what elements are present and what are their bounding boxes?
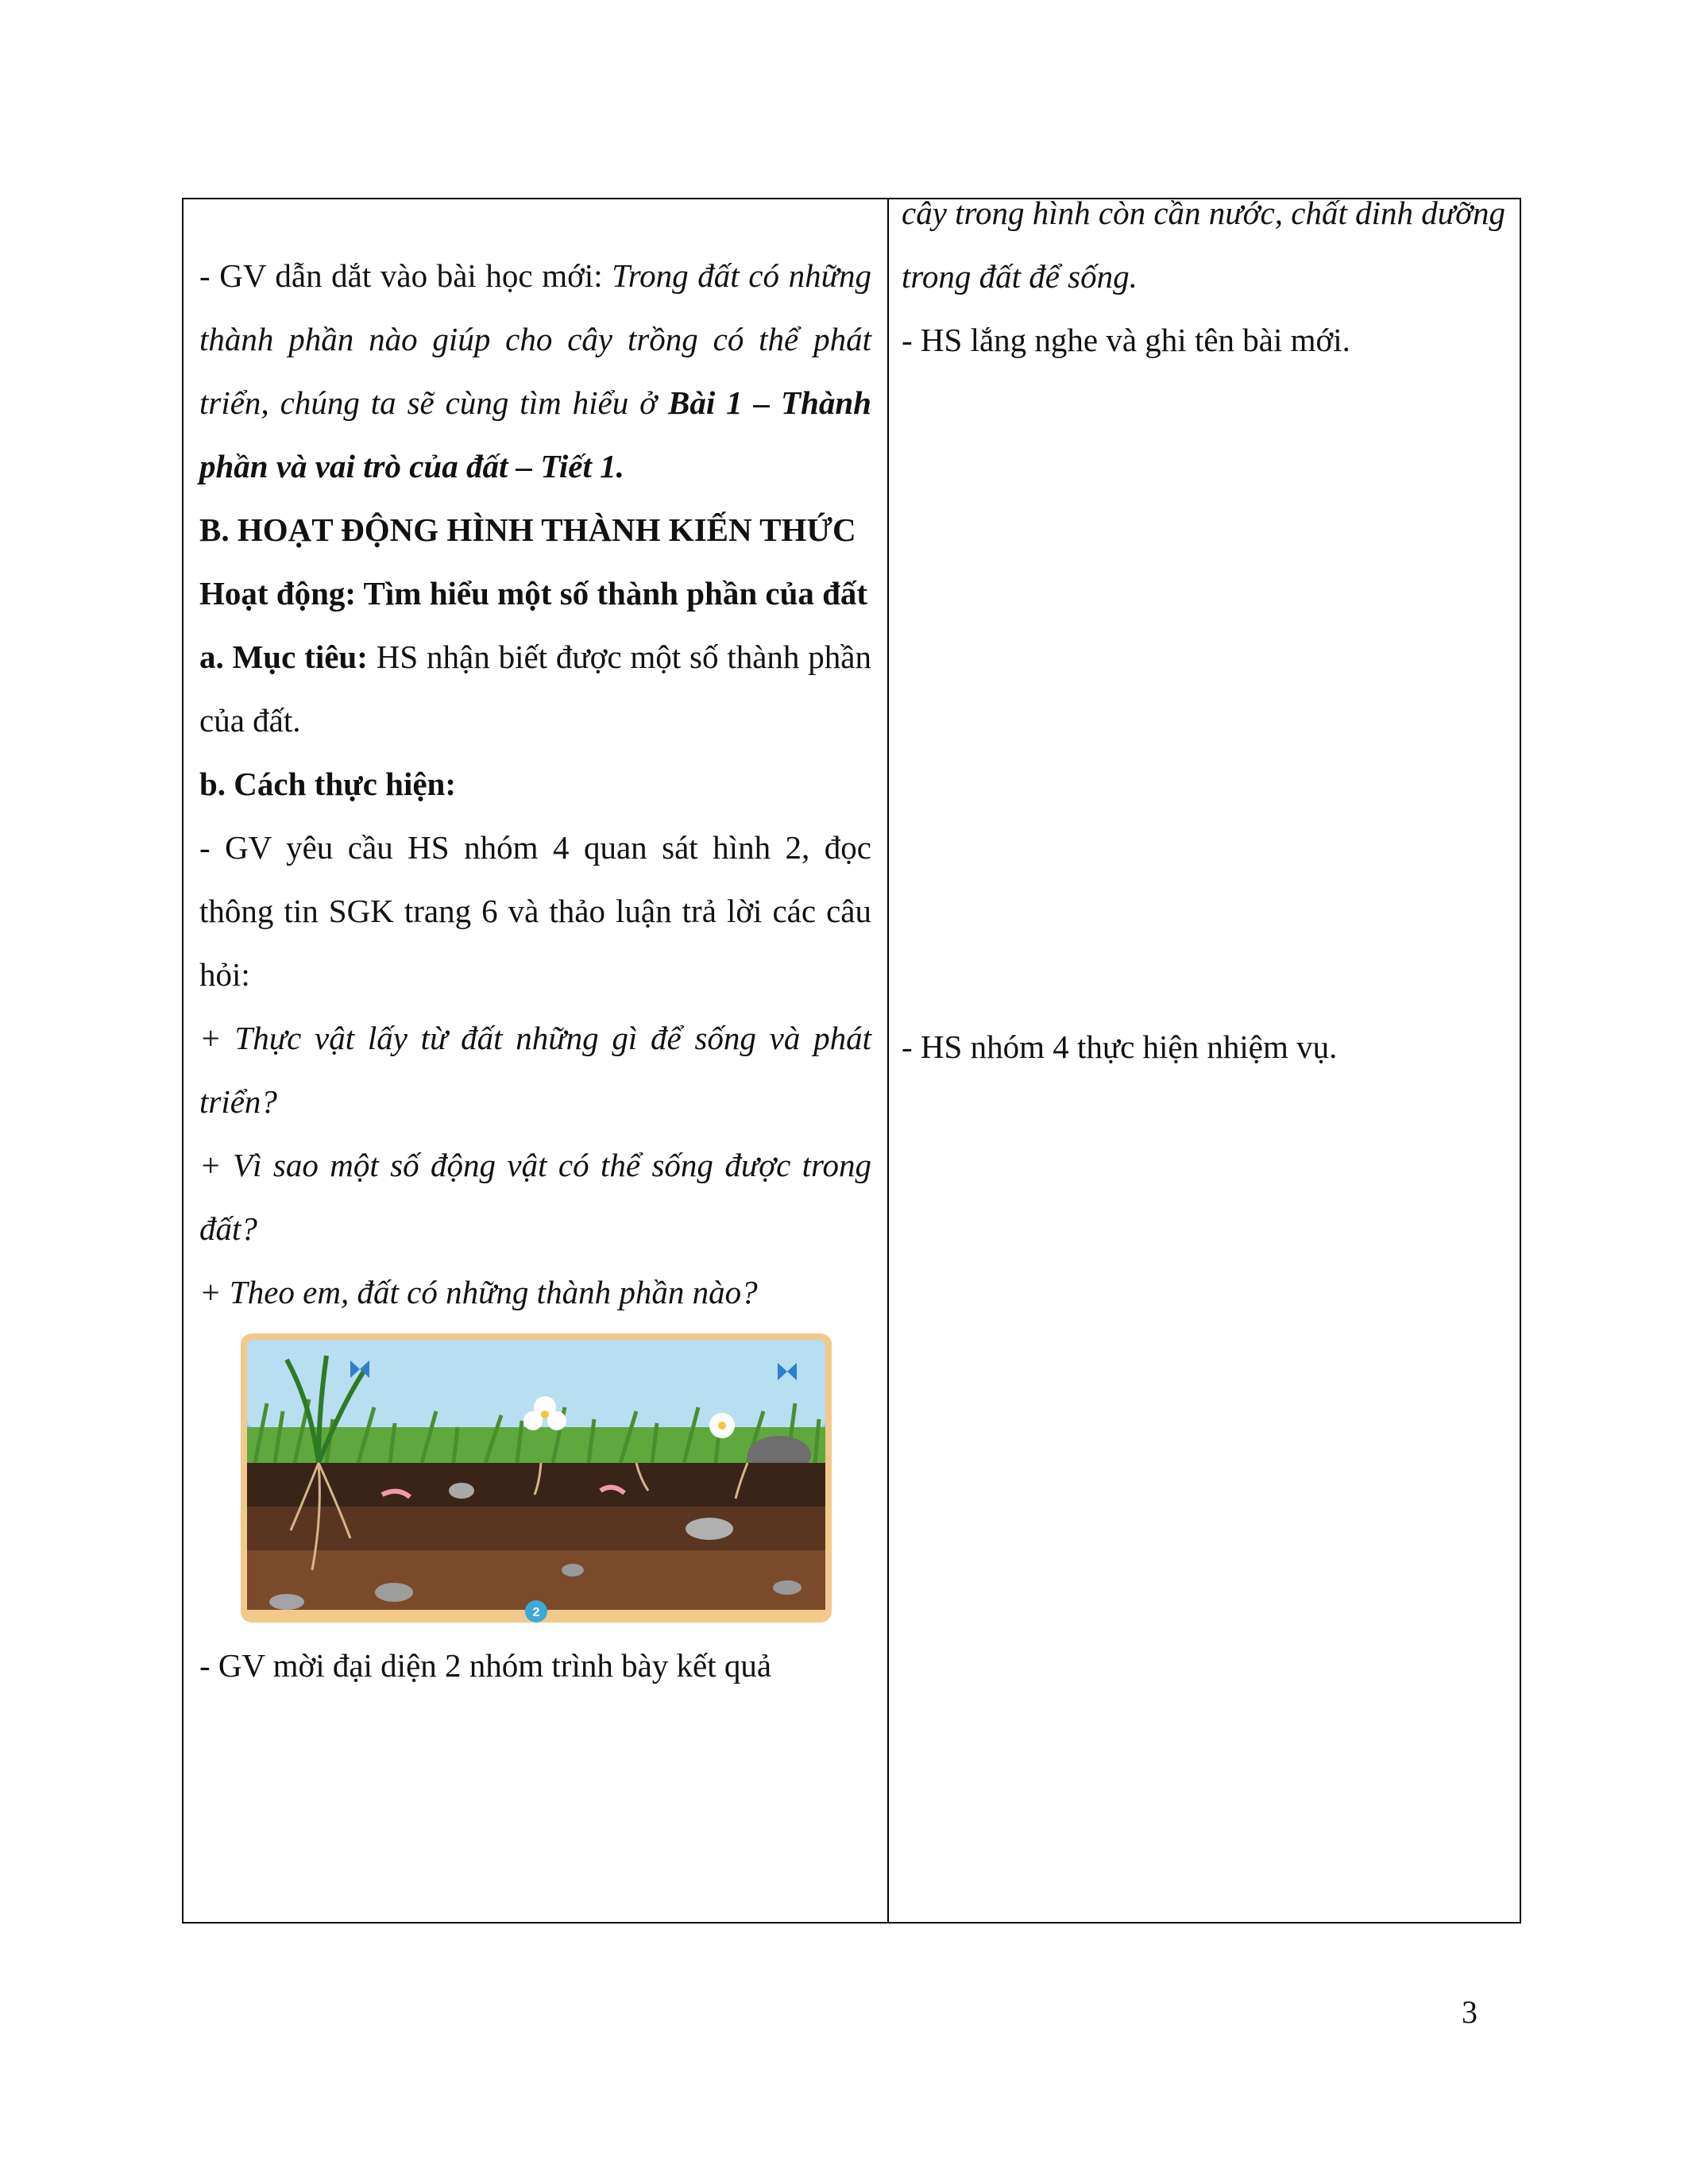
intro-paragraph xyxy=(199,244,871,498)
column-divider xyxy=(887,199,889,1922)
section-heading: B. HOẠT ĐỘNG HÌNH THÀNH KIẾN THỨC xyxy=(199,511,856,548)
objective-text: HS nhận biết được một số thành phần của đất. xyxy=(199,639,871,739)
page-number: 3 xyxy=(1462,1994,1477,2030)
column-spacer xyxy=(902,372,1505,1015)
question-3: + Theo em, đất có những thành phần nào? xyxy=(199,1274,758,1310)
invite-text: - GV mời đại diện 2 nhóm trình bày kết quả xyxy=(199,1647,772,1684)
task-response: - HS nhóm 4 thực hiện nhiệm vụ. xyxy=(902,1028,1338,1065)
activity-title: Hoạt động: Tìm hiểu một số thành phần của đất xyxy=(199,575,868,612)
soil-layers-figure xyxy=(239,1332,833,1624)
lesson-title: Bài 1 – Thành phần và vai trò của đất – Tiết 1. xyxy=(199,384,871,484)
listen-text: - HS lắng nghe và ghi tên bài mới. xyxy=(902,322,1350,358)
method-heading: b. Cách thực hiện: xyxy=(199,766,457,802)
objective-paragraph xyxy=(199,625,871,752)
continued-answer: cây trong hình còn cần nước, chất dinh dưỡng trong đất để sống. xyxy=(902,195,1505,295)
question-1: + Thực vật lấy từ đất những gì để sống và phát triển? xyxy=(199,1020,871,1120)
task-text: - GV yêu cầu HS nhóm 4 quan sát hình 2, đọc thông tin SGK trang 6 và thảo luận trả lời các câu hỏi: xyxy=(199,829,871,993)
intro-prefix: - GV dẫn dắt vào bài học mới: xyxy=(199,257,612,294)
objective-label: a. Mục tiêu: xyxy=(199,639,368,675)
question-2: + Vì sao một số động vật có thể sống được trong đất? xyxy=(199,1147,871,1247)
figure-number-badge: 2 xyxy=(532,1606,540,1619)
lesson-table xyxy=(182,195,1521,1924)
teacher-column xyxy=(199,244,871,1697)
student-column xyxy=(902,181,1505,1078)
intro-italic: Trong đất có những thành phần nào giúp cho cây trồng có thể phát triển, chúng ta sẽ cùng tìm hiểu ở xyxy=(199,257,871,421)
